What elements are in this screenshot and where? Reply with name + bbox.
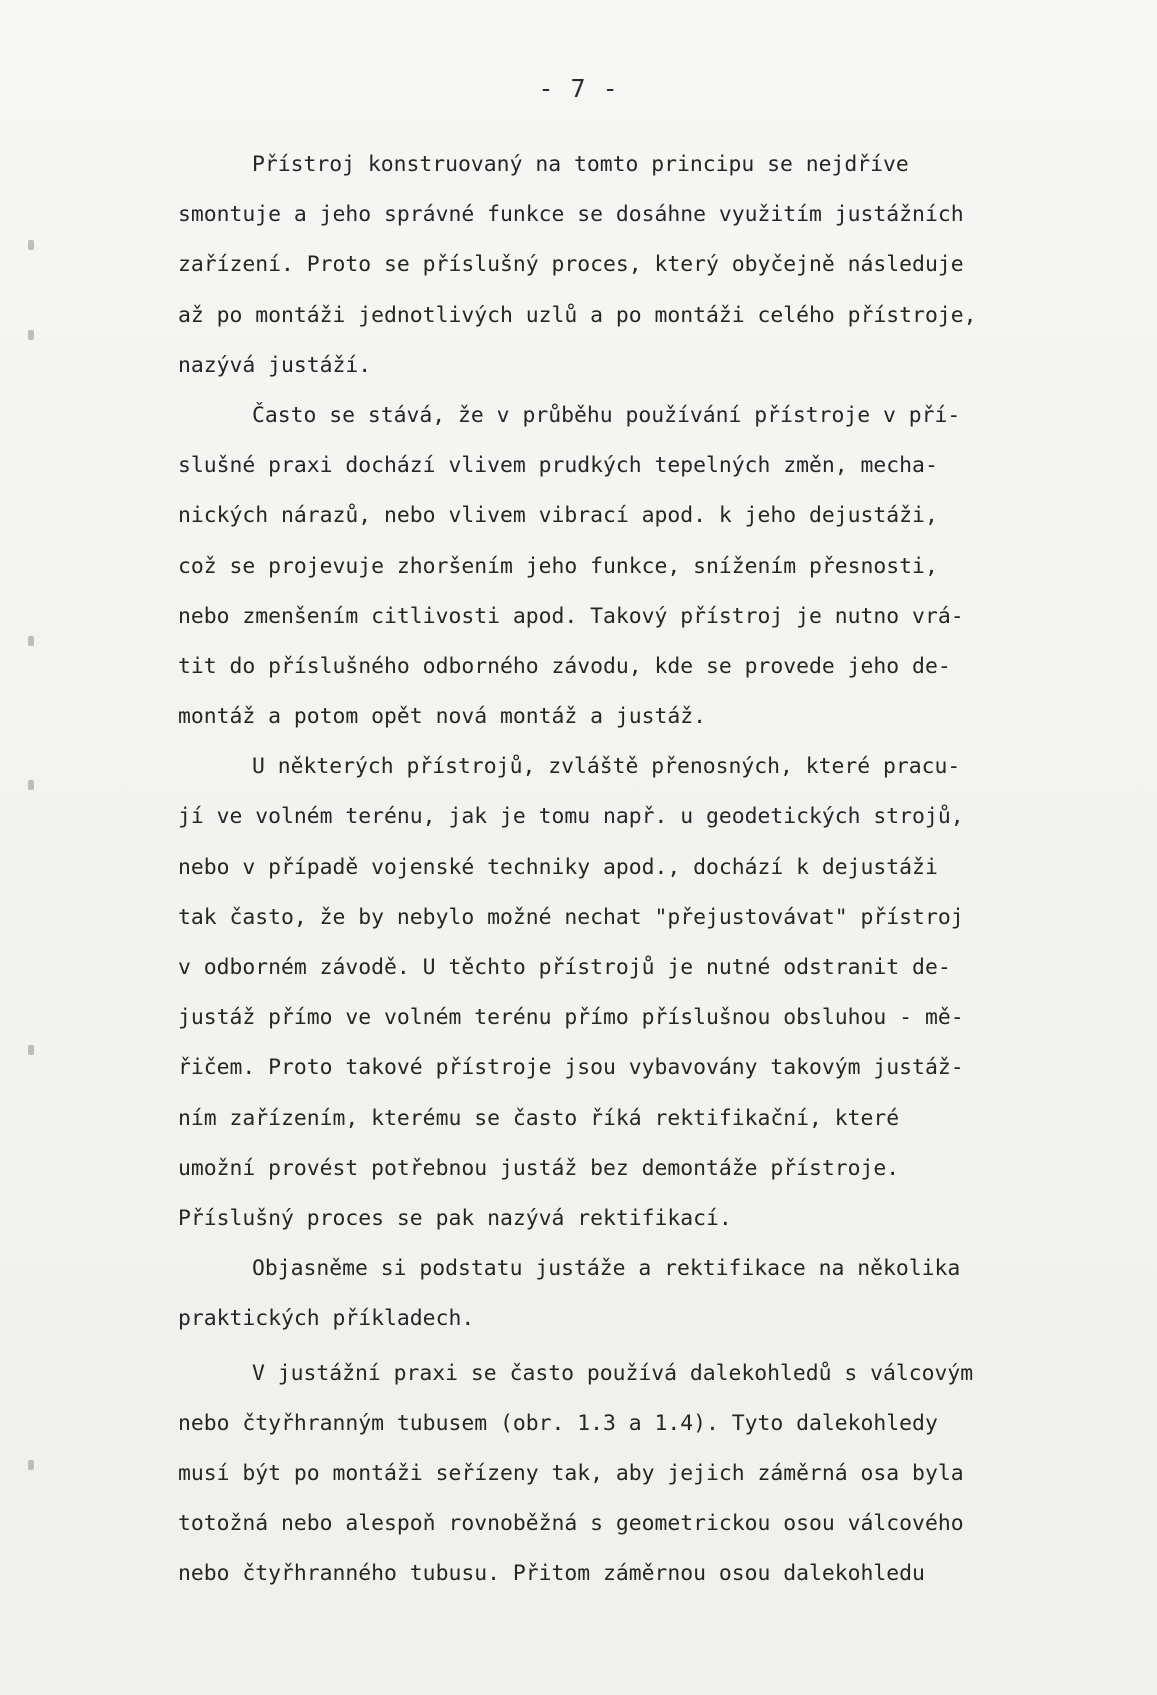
text-line: nebo zmenšením citlivosti apod. Takový přístroj je nutno vrá-	[178, 603, 964, 629]
text-line: ním zařízením, kterému se často říká rektifikační, které	[178, 1105, 900, 1131]
text-line: totožná nebo alespoň rovnoběžná s geometrickou osou válcového	[178, 1511, 964, 1537]
binding-hole-mark	[28, 240, 34, 250]
text-line: což se projevuje zhoršením jeho funkce, snížením přesnosti,	[178, 553, 938, 579]
text-line: V justážní praxi se často používá dalekohledů s válcovým	[252, 1360, 974, 1386]
text-line: tak často, že by nebylo možné nechat "přejustovávat" přístroj	[178, 904, 964, 930]
page-number: - 7 -	[538, 74, 619, 103]
text-line: montáž a potom opět nová montáž a justáž.	[178, 704, 707, 730]
text-line: nebo čtyřhranným tubusem (obr. 1.3 a 1.4). Tyto dalekohledy	[178, 1410, 938, 1436]
text-line: zařízení. Proto se příslušný proces, který obyčejně následuje	[178, 252, 964, 278]
text-line: musí být po montáži seřízeny tak, aby jejich záměrná osa byla	[178, 1460, 964, 1486]
binding-hole-mark	[28, 1045, 34, 1055]
text-line: Objasněme si podstatu justáže a rektifikace na několika	[252, 1256, 961, 1282]
binding-hole-mark	[28, 780, 34, 790]
text-line: Často se stává, že v průběhu používání přístroje v pří-	[252, 402, 961, 428]
text-line: jí ve volném terénu, jak je tomu např. u geodetických strojů,	[178, 804, 964, 830]
text-line: smontuje a jeho správné funkce se dosáhne využitím justážních	[178, 202, 964, 228]
binding-hole-mark	[28, 1460, 34, 1470]
binding-hole-mark	[28, 330, 34, 340]
text-line: Přístroj konstruovaný na tomto principu se nejdříve	[252, 152, 909, 177]
text-line: nebo čtyřhranného tubusu. Přitom záměrnou osou dalekohledu	[178, 1561, 925, 1587]
text-line: slušné praxi dochází vlivem prudkých tepelných změn, mecha-	[178, 453, 938, 479]
text-line: umožní provést potřebnou justáž bez demontáže přístroje.	[178, 1155, 900, 1181]
text-line: v odborném závodě. U těchto přístrojů je nutné odstranit de-	[178, 955, 951, 980]
text-line: justáž přímo ve volném terénu přímo příslušnou obsluhou - mě-	[178, 1005, 964, 1031]
text-line: tit do příslušného odborného závodu, kde se provede jeho de-	[178, 653, 951, 679]
text-line: nebo v případě vojenské techniky apod., dochází k dejustáži	[178, 854, 938, 880]
text-line: až po montáži jednotlivých uzlů a po montáži celého přístroje,	[178, 302, 977, 328]
body-text	[178, 140, 1118, 1599]
text-line: Příslušný proces se pak nazývá rektifikací.	[178, 1205, 732, 1231]
text-line: nazývá justáží.	[178, 352, 372, 378]
binding-hole-mark	[28, 636, 34, 646]
text-line: nických nárazů, nebo vlivem vibrací apod. k jeho dejustáži,	[178, 503, 938, 529]
text-line: řičem. Proto takové přístroje jsou vybavovány takovým justáž-	[178, 1055, 964, 1081]
text-line: praktických příkladech.	[178, 1306, 475, 1332]
text-line: U některých přístrojů, zvláště přenosných, které pracu-	[252, 754, 961, 780]
